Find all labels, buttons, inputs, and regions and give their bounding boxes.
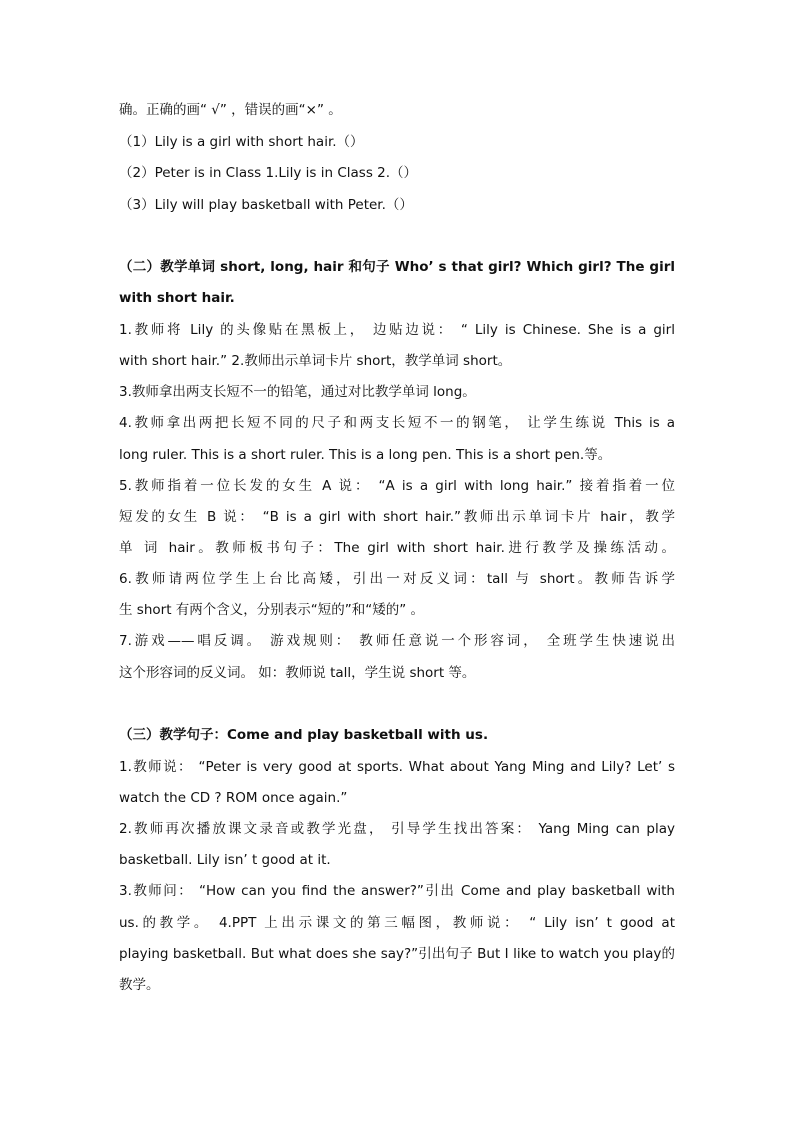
section-3-line-4: basketball. Lily isn’ t good at it.: [119, 852, 331, 868]
question-1: （1）Lily is a girl with short hair.（）: [119, 134, 364, 150]
section-2-line-2: with short hair.” 2.教师出示单词卡片 short，教学单词 short。: [119, 353, 512, 369]
question-3: （3）Lily will play basketball with Peter.（）: [119, 197, 413, 213]
section-2-line-7: 短发的女生 B 说： “B is a girl with short hair.”教师出示单词卡片 hair，教学: [119, 509, 675, 525]
intro-line: 确。正确的画“ √” ，错误的画“×” 。: [119, 102, 342, 118]
section-3-line-7: playing basketball. But what does she say?”引出句子 But I like to watch you play的: [119, 946, 675, 962]
section-2-line-6: 5.教师指着一位长发的女生 A 说： “A is a girl with long hair.” 接着指着一位: [119, 478, 675, 494]
section-2-line-3: 3.教师拿出两支长短不一的铅笔，通过对比教学单词 long。: [119, 384, 476, 400]
section-2-heading: （二）教学单词 short, long, hair 和句子 Who’ s that girl? Which girl? The girl: [119, 259, 675, 275]
section-3-heading: （三）教学句子：Come and play basketball with us.: [119, 727, 489, 743]
section-2-line-8: 单 词 hair。教师板书句子：The girl with short hair.进行教学及操练活动。: [119, 540, 675, 556]
section-3-line-5: 3.教师问： “How can you find the answer?”引出 Come and play basketball with: [119, 883, 675, 899]
section-2-line-12: 这个形容词的反义词。 如：教师说 tall，学生说 short 等。: [119, 665, 476, 681]
section-2-line-1: 1.教师将 Lily 的头像贴在黑板上， 边贴边说： “ Lily is Chinese. She is a girl: [119, 322, 675, 338]
section-3-line-8: 教学。: [119, 977, 160, 993]
section-2-heading-cont: with short hair.: [119, 290, 235, 306]
section-2-line-4: 4.教师拿出两把长短不同的尺子和两支长短不一的钢笔， 让学生练说 This is a: [119, 415, 675, 431]
section-3-line-6: us.的教学。 4.PPT 上出示课文的第三幅图，教师说： “ Lily isn’ t good at: [119, 915, 675, 931]
section-2-line-9: 6.教师请两位学生上台比高矮，引出一对反义词：tall 与 short。教师告诉学: [119, 571, 675, 587]
section-3-line-3: 2.教师再次播放课文录音或教学光盘， 引导学生找出答案： Yang Ming can play: [119, 821, 675, 837]
section-3-line-2: watch the CD ? ROM once again.”: [119, 790, 348, 806]
question-2: （2）Peter is in Class 1.Lily is in Class 2.（）: [119, 165, 418, 181]
section-3-line-1: 1.教师说： “Peter is very good at sports. What about Yang Ming and Lily? Let’ s: [119, 759, 675, 775]
section-2-line-11: 7.游戏——唱反调。 游戏规则： 教师任意说一个形容词， 全班学生快速说出: [119, 633, 675, 649]
section-2-line-5: long ruler. This is a short ruler. This is a long pen. This is a short pen.等。: [119, 447, 612, 463]
section-2-line-10: 生 short 有两个含义，分别表示“短的”和“矮的” 。: [119, 602, 425, 618]
